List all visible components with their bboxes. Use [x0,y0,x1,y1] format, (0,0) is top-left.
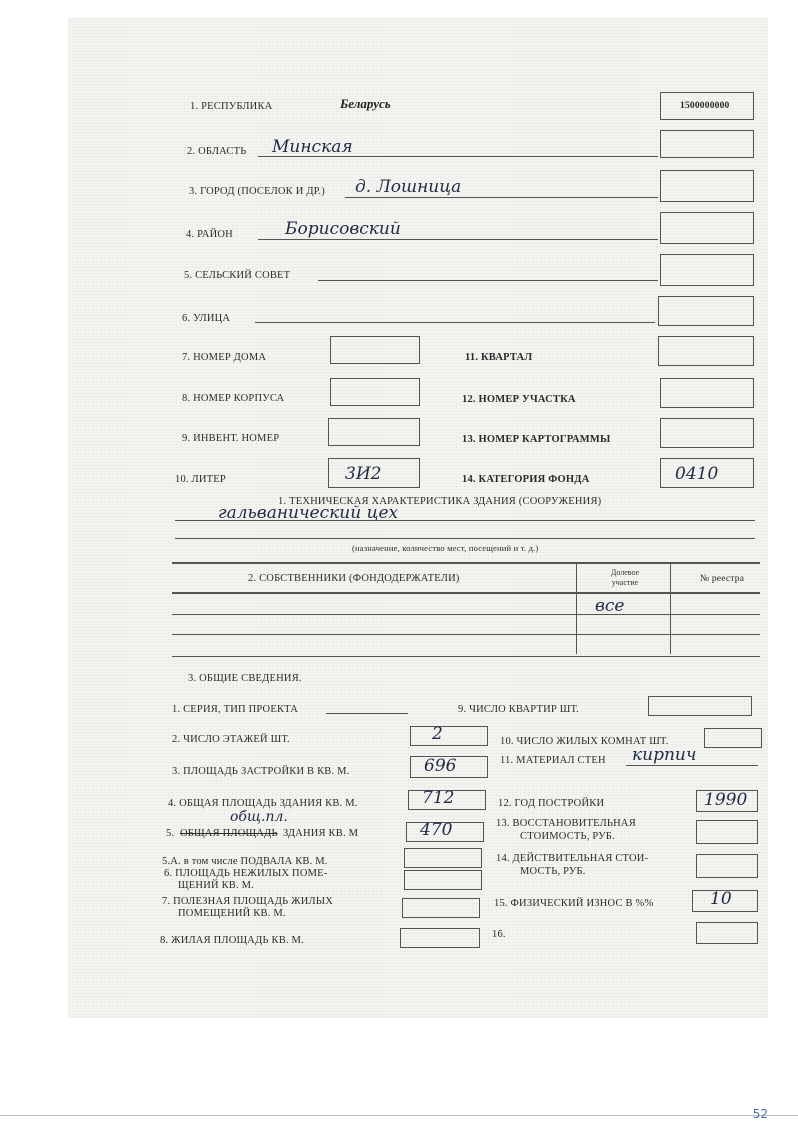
section2-row-line-2 [172,634,760,635]
section1-caption: (назначение, количество мест, посещений и т. д.) [352,543,539,553]
house-no-box [330,336,420,364]
city-code-box [660,170,754,202]
restoration-cost-box [696,820,758,844]
basement-box [404,848,482,868]
village-council-underline [318,280,658,281]
nonresidential-label-line1: 6. ПЛОЩАДЬ НЕЖИЛЫХ ПОМЕ- [164,868,328,879]
total-area-label: 4. ОБЩАЯ ПЛОЩАДЬ ЗДАНИЯ КВ. М. [168,798,358,809]
built-area-value: 696 [424,756,457,776]
area5-label-rest: ЗДАНИЯ КВ. М [283,828,359,839]
floors-box [410,726,488,746]
total-area-value: 712 [422,788,455,808]
wall-material-underline [626,765,758,766]
region-value: Минская [272,137,353,157]
fund-category-label: 14. КАТЕГОРИЯ ФОНДА [462,474,590,485]
share-header-line2: участие [611,578,639,587]
area5-value: 470 [420,820,453,840]
region-code-box [660,130,754,158]
build-year-value: 1990 [704,790,748,810]
living-area-label: 8. ЖИЛАЯ ПЛОЩАДЬ КВ. М. [160,935,304,946]
nonresidential-label-line2: ЩЕНИЙ КВ. М. [178,880,254,891]
share-value: все [595,596,625,616]
area5-label-struck: ОБЩАЯ ПЛОЩАДЬ [180,828,278,839]
section2-divider-2 [670,564,671,654]
floors-value: 2 [432,724,443,744]
rooms-label: 10. ЧИСЛО ЖИЛЫХ КОМНАТ ШТ. [500,736,669,747]
actual-cost-label-line2: МОСТЬ, РУБ. [520,866,586,877]
district-underline [258,239,658,240]
street-label: 6. УЛИЦА [182,313,231,324]
liter-value: 3И2 [345,464,382,484]
actual-cost-box [696,854,758,878]
section2-header-rule [172,592,760,594]
area5-label-prefix: 5. [166,828,175,839]
restoration-cost-label-line1: 13. ВОССТАНОВИТЕЛЬНАЯ [496,818,636,829]
street-code-box [658,296,754,326]
section1-line-2 [175,538,755,539]
page-number: 52 [752,1107,768,1121]
street-underline [255,322,655,323]
district-code-box [660,212,754,244]
section1-line-1 [175,520,755,521]
section2-row-line-1 [172,614,760,615]
fund-category-value: 0410 [675,464,719,484]
quarter-box [658,336,754,366]
basement-label: 5.А. в том числе ПОДВАЛА КВ. М. [162,856,328,867]
share-header-line1: Долевое [610,568,640,577]
section2-row-line-3 [172,656,760,657]
page-bottom-edge [0,1115,798,1116]
cartogram-no-box [660,418,754,448]
field16-box [696,922,758,944]
living-area-box [400,928,480,948]
liter-label: 10. ЛИТЕР [175,474,226,485]
useful-area-label-line1: 7. ПОЛЕЗНАЯ ПЛОЩАДЬ ЖИЛЫХ [162,896,333,907]
section2-title: 2. СОБСТВЕННИКИ (ФОНДОДЕРЖАТЕЛИ) [248,573,460,584]
wall-material-label: 11. МАТЕРИАЛ СТЕН [500,755,606,766]
section2-top-rule [172,562,760,564]
build-year-label: 12. ГОД ПОСТРОЙКИ [498,798,605,809]
floors-label: 2. ЧИСЛО ЭТАЖЕЙ ШТ. [172,734,290,745]
project-series-label: 1. СЕРИЯ, ТИП ПРОЕКТА [172,704,299,715]
area-annotation: общ.пл. [230,809,288,825]
city-value: д. Лошница [355,177,462,197]
project-series-underline [326,713,408,714]
village-council-label: 5. СЕЛЬСКИЙ СОВЕТ [184,270,291,281]
wear-label: 15. ФИЗИЧЕСКИЙ ИЗНОС В %% [494,898,654,909]
plot-no-label: 12. НОМЕР УЧАСТКА [462,394,576,405]
village-council-code-box [660,254,754,286]
section2-divider-1 [576,564,577,654]
republic-label: 1. РЕСПУБЛИКА [190,101,273,112]
registry-header: № реестра [700,574,745,584]
built-area-label: 3. ПЛОЩАДЬ ЗАСТРОЙКИ В КВ. М. [172,766,350,777]
apartments-label: 9. ЧИСЛО КВАРТИР ШТ. [458,704,579,715]
cartogram-no-label: 13. НОМЕР КАРТОГРАММЫ [462,434,611,445]
inventory-no-box [328,418,420,446]
useful-area-box [402,898,480,918]
apartments-box [648,696,752,716]
section1-value: гальванический цех [218,503,399,523]
useful-area-label-line2: ПОМЕЩЕНИЙ КВ. М. [178,908,286,919]
wear-value: 10 [710,889,732,909]
section1-title: 1. ТЕХНИЧЕСКАЯ ХАРАКТЕРИСТИКА ЗДАНИЯ (СООРУЖЕНИЯ) [278,496,602,507]
block-box [330,378,420,406]
nonresidential-box [404,870,482,890]
block-label: 8. НОМЕР КОРПУСА [182,393,285,404]
restoration-cost-label-line2: СТОИМОСТЬ, РУБ. [520,831,615,842]
city-underline [345,197,658,198]
inventory-no-label: 9. ИНВЕНТ. НОМЕР [182,433,280,444]
wall-material-value: кирпич [632,745,697,765]
region-label: 2. ОБЛАСТЬ [187,146,247,157]
plot-no-box [660,378,754,408]
quarter-label: 11. КВАРТАЛ [465,352,533,363]
city-label: 3. ГОРОД (ПОСЕЛОК И ДР.) [189,186,325,197]
field16-label: 16. [492,929,506,940]
actual-cost-label-line1: 14. ДЕЙСТВИТЕЛЬНАЯ СТОИ- [496,853,649,864]
section3-title: 3. ОБЩИЕ СВЕДЕНИЯ. [188,673,302,684]
house-no-label: 7. НОМЕР ДОМА [182,352,267,363]
code-value: 1500000000 [680,101,730,111]
district-value: Борисовский [285,219,401,239]
district-label: 4. РАЙОН [186,229,233,240]
republic-value: Беларусь [340,96,391,111]
rooms-box [704,728,762,748]
